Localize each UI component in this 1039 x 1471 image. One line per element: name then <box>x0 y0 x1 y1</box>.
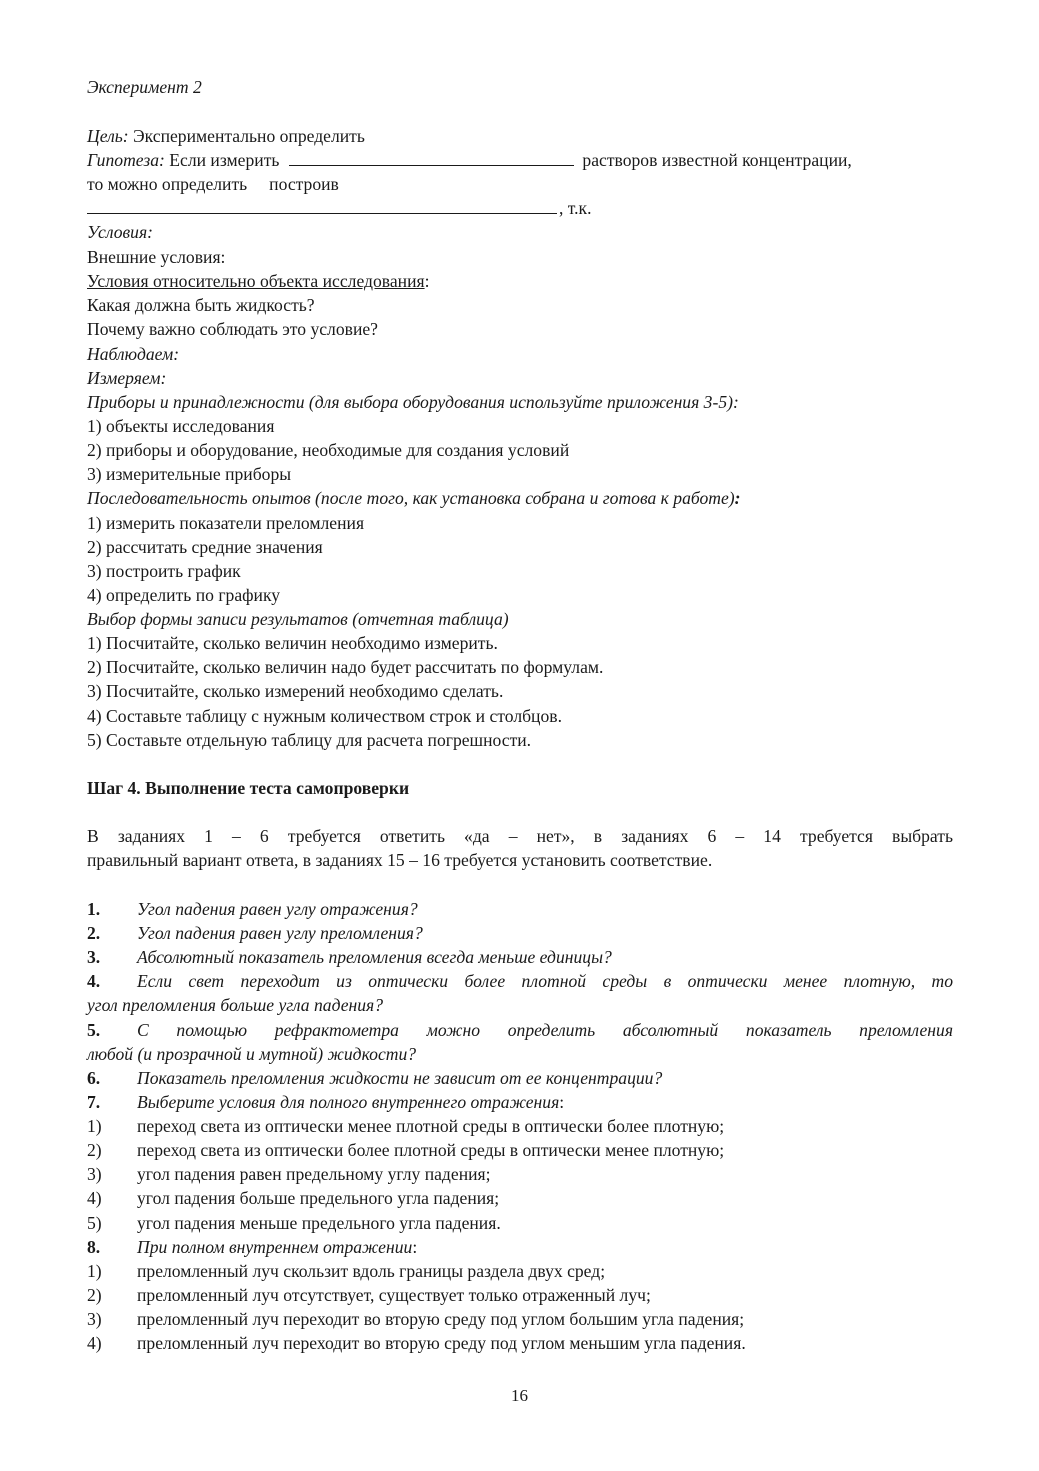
liquid-question: Какая должна быть жидкость? <box>87 295 315 315</box>
measure-line <box>87 366 954 390</box>
question-5-line-2: любой (и прозрачной и мутной) жидкости? <box>87 1044 417 1064</box>
question-5-number: 5. <box>87 1020 101 1040</box>
instruments-item-3 <box>87 462 949 486</box>
question-8-option-1 <box>87 1259 605 1283</box>
intro-line-1: В заданиях 1 – 6 требуется ответить «да – нет», в заданиях 6 – 14 требуется выбрать <box>87 826 953 846</box>
question-3 <box>87 945 612 969</box>
measure-label: Измеряем: <box>87 368 167 388</box>
question-8-number: 8. <box>87 1237 101 1257</box>
question-8-option-4 <box>87 1331 746 1355</box>
hypothesis-line-2 <box>87 172 952 196</box>
question-1 <box>87 897 418 921</box>
why-line <box>87 317 947 341</box>
question-8-colon: : <box>412 1237 418 1257</box>
question-2-number: 2. <box>87 923 101 943</box>
sequence-heading-text: Последовательность опытов (после того, как установка собрана и готова к работе) <box>87 488 735 508</box>
question-7-option-4-number: 4) <box>87 1188 102 1208</box>
question-7-option-3-text: угол падения равен предельному углу падения; <box>137 1164 491 1184</box>
sequence-item-4 <box>87 583 947 607</box>
question-7-option-1-number: 1) <box>87 1116 102 1136</box>
question-7-colon: : <box>559 1092 565 1112</box>
observe-label: Наблюдаем: <box>87 344 180 364</box>
question-4-text-1: Если свет переходит из оптически более плотной среды в оптически менее плотную, то <box>137 971 953 991</box>
question-2 <box>87 921 423 945</box>
question-7-option-4 <box>87 1186 499 1210</box>
sequence-item-3-text: 3) построить график <box>87 561 241 581</box>
object-conditions-heading <box>87 269 429 293</box>
question-4-number: 4. <box>87 971 101 991</box>
instruments-item-2 <box>87 438 949 462</box>
liquid-line <box>87 293 952 317</box>
hypothesis-line2-a: то можно определить <box>87 174 248 194</box>
question-5-text-1: С помощью рефрактометра можно определить абсолютный показатель преломления <box>137 1020 953 1040</box>
sequence-heading <box>87 486 741 510</box>
sequence-item-2 <box>87 535 952 559</box>
observe-line <box>87 342 949 366</box>
instruments-item-1 <box>87 414 951 438</box>
question-7-text: Выберите условия для полного внутреннего отражения <box>137 1092 560 1112</box>
question-7-number: 7. <box>87 1092 101 1112</box>
external-conditions-line <box>87 245 952 269</box>
question-7-option-1-text: переход света из оптически менее плотной среды в оптически более плотную; <box>137 1116 725 1136</box>
question-8-option-2-number: 2) <box>87 1285 102 1305</box>
step4-title: Шаг 4. Выполнение теста самопроверки <box>87 778 410 798</box>
hypothesis-text-b: растворов известной концентрации, <box>582 150 852 170</box>
question-8-option-2 <box>87 1283 651 1307</box>
results-item-3: 3) Посчитайте, сколько измерений необходимо сделать. <box>87 681 504 701</box>
question-2-text: Угол падения равен углу преломления? <box>137 923 423 943</box>
sequence-item-1-text: 1) измерить показатели преломления <box>87 513 365 533</box>
question-7 <box>87 1090 564 1114</box>
conditions-label: Условия: <box>87 222 153 242</box>
question-8-option-1-number: 1) <box>87 1261 102 1281</box>
question-7-option-4-text: угол падения больше предельного угла падения; <box>137 1188 500 1208</box>
hypothesis-label: Гипотеза: <box>87 150 165 170</box>
sequence-item-2-text: 2) рассчитать средние значения <box>87 537 323 557</box>
results-item-2: 2) Посчитайте, сколько величин надо будет рассчитать по формулам. <box>87 657 604 677</box>
instruments-item-3-text: 3) измерительные приборы <box>87 464 292 484</box>
sequence-heading-colon: : <box>734 488 741 508</box>
results-item-4: 4) Составьте таблицу с нужным количеством строк и столбцов. <box>87 706 562 726</box>
sequence-item-1 <box>87 511 949 535</box>
question-4-line-2: угол преломления больше угла падения? <box>87 995 384 1015</box>
question-7-option-5-text: угол падения меньше предельного угла падения. <box>137 1213 501 1233</box>
why-question: Почему важно соблюдать это условие? <box>87 319 378 339</box>
page-number: 16 <box>511 1386 528 1405</box>
question-8-option-4-text: преломленный луч переходит во вторую среду под углом меньшим угла падения. <box>137 1333 746 1353</box>
external-conditions-label: Внешние условия: <box>87 247 226 267</box>
experiment-title: Эксперимент 2 <box>87 77 202 97</box>
hypothesis-line2-b: построив <box>269 174 339 194</box>
question-8 <box>87 1235 417 1259</box>
question-4-line-1 <box>87 969 953 993</box>
question-7-option-2-text: переход света из оптически более плотной среды в оптически менее плотную; <box>137 1140 725 1160</box>
goal-text: Экспериментально определить <box>133 126 365 146</box>
hypothesis-blank-3[interactable] <box>87 198 557 214</box>
hypothesis-blank-1[interactable] <box>289 150 574 166</box>
question-7-option-5-number: 5) <box>87 1213 102 1233</box>
goal-line <box>87 124 952 148</box>
question-8-option-3-number: 3) <box>87 1309 102 1329</box>
hypothesis-line3-b: , т.к. <box>559 198 592 218</box>
question-5-line-1 <box>87 1018 953 1042</box>
question-7-option-1 <box>87 1114 724 1138</box>
question-1-text: Угол падения равен углу отражения? <box>137 899 418 919</box>
object-conditions-colon: : <box>424 271 430 291</box>
question-7-option-2 <box>87 1138 724 1162</box>
question-6-text: Показатель преломления жидкости не зависит от ее концентрации? <box>137 1068 663 1088</box>
question-7-option-3 <box>87 1162 491 1186</box>
question-3-number: 3. <box>87 947 101 967</box>
sequence-item-4-text: 4) определить по графику <box>87 585 281 605</box>
results-form-heading: Выбор формы записи результатов (отчетная таблица) <box>87 609 509 629</box>
question-3-text: Абсолютный показатель преломления всегда меньше единицы? <box>137 947 612 967</box>
question-8-option-1-text: преломленный луч скользит вдоль границы раздела двух сред; <box>137 1261 606 1281</box>
intro-line-2: правильный вариант ответа, в заданиях 15 – 16 требуется установить соответствие. <box>87 850 713 870</box>
hypothesis-text-a: Если измерить <box>169 150 280 170</box>
question-8-option-3-text: преломленный луч переходит во вторую среду под углом большим угла падения; <box>137 1309 745 1329</box>
question-7-option-5 <box>87 1211 501 1235</box>
object-conditions-heading-text: Условия относительно объекта исследования <box>87 271 425 291</box>
question-8-option-4-number: 4) <box>87 1333 102 1353</box>
question-7-option-2-number: 2) <box>87 1140 102 1160</box>
question-8-text: При полном внутреннем отражении <box>137 1237 413 1257</box>
sequence-item-3 <box>87 559 945 583</box>
goal-label: Цель: <box>87 126 129 146</box>
question-1-number: 1. <box>87 899 101 919</box>
question-6 <box>87 1066 662 1090</box>
instruments-heading: Приборы и принадлежности (для выбора оборудования используйте приложения 3-5): <box>87 392 739 412</box>
question-8-option-3 <box>87 1307 744 1331</box>
results-item-1: 1) Посчитайте, сколько величин необходимо измерить. <box>87 633 498 653</box>
question-8-option-2-text: преломленный луч отсутствует, существует только отраженный луч; <box>137 1285 651 1305</box>
instruments-item-2-text: 2) приборы и оборудование, необходимые для создания условий <box>87 440 570 460</box>
results-item-5: 5) Составьте отдельную таблицу для расчета погрешности. <box>87 730 532 750</box>
question-6-number: 6. <box>87 1068 101 1088</box>
instruments-item-1-text: 1) объекты исследования <box>87 416 275 436</box>
question-7-option-3-number: 3) <box>87 1164 102 1184</box>
hypothesis-line-3 <box>87 196 952 220</box>
hypothesis-line-1 <box>87 148 952 172</box>
